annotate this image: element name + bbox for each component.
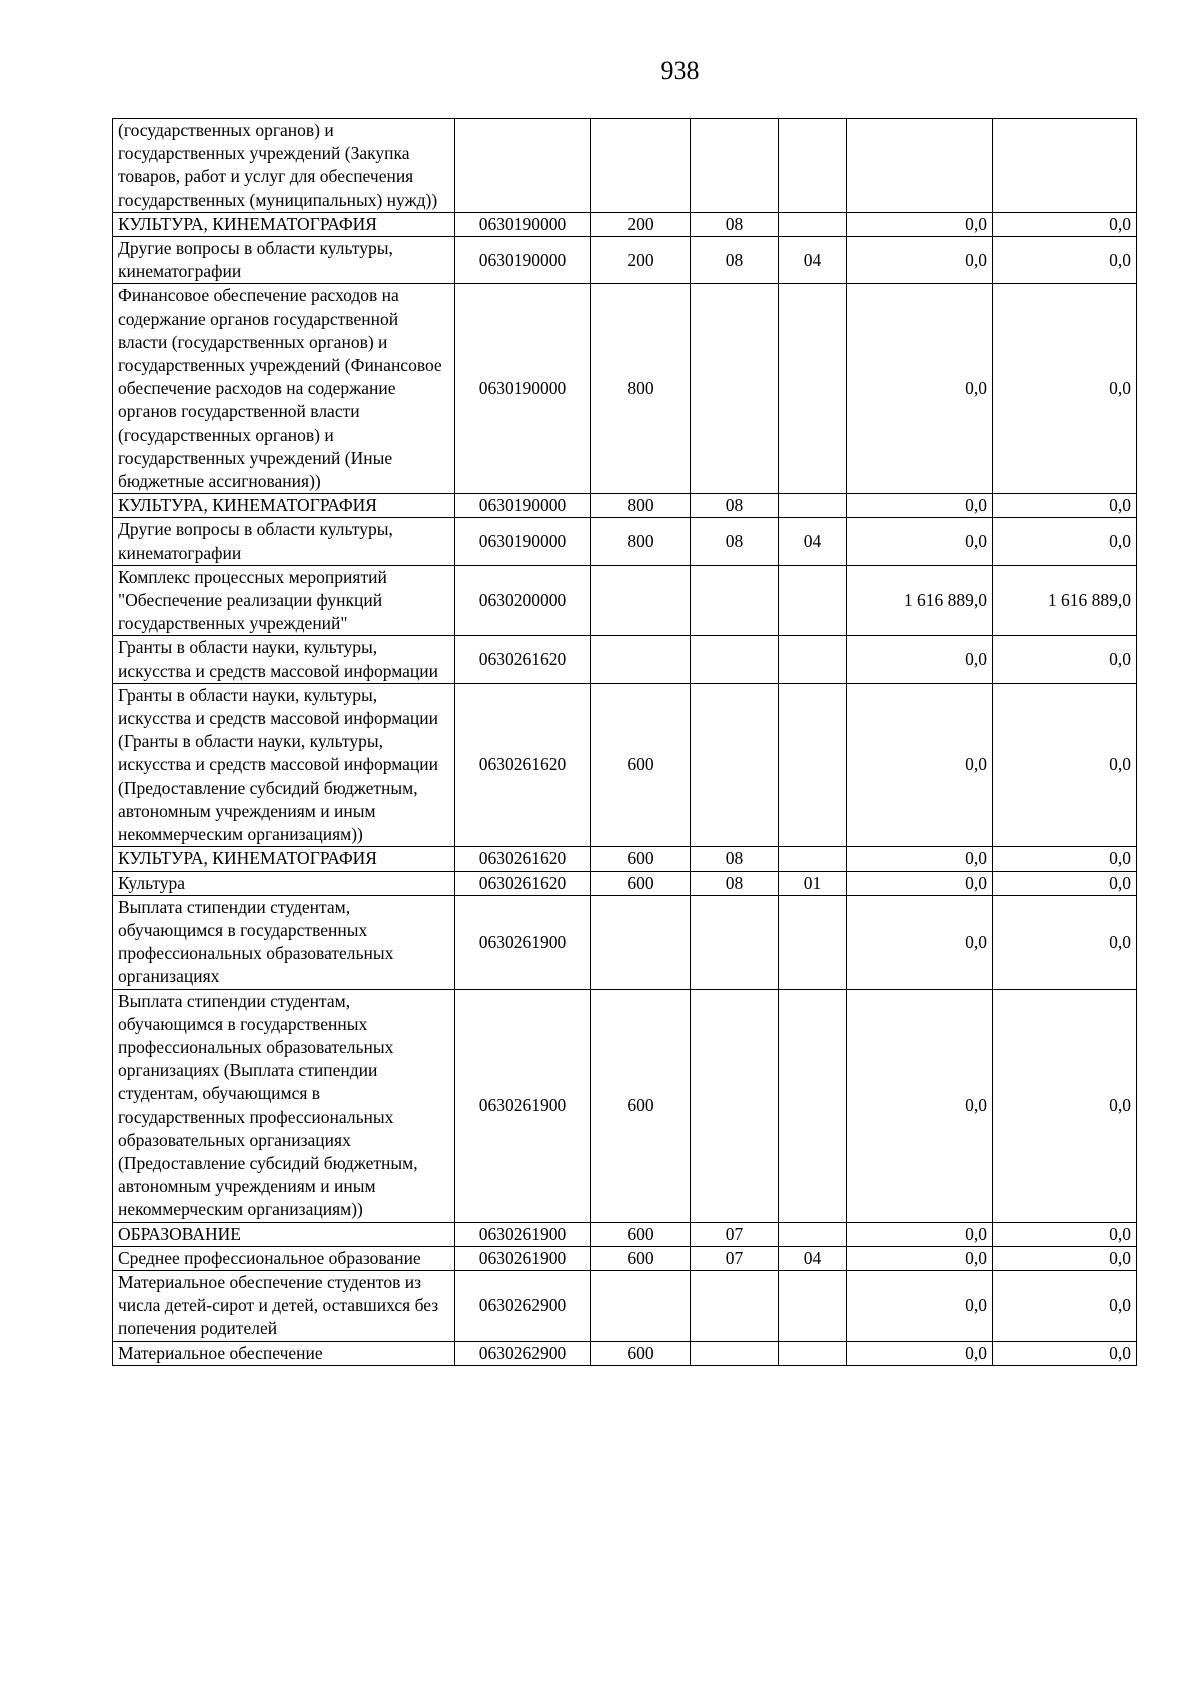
target-code: 0630190000 [455, 284, 591, 494]
table-row [113, 1341, 1137, 1365]
target-code: 0630261620 [455, 636, 591, 683]
subsection-code [779, 683, 847, 846]
row-name: Гранты в области науки, культуры, искусства и средств массовой информации (Гранты в области науки, культуры, искусства и средств массовой информации (Предоставление субсидий бюджетным, автономным учреждениям и иным некоммерческим организациям)) [113, 683, 455, 846]
amount-year-2: 0,0 [993, 636, 1137, 683]
amount-year-2: 0,0 [993, 1341, 1137, 1365]
section-code: 08 [691, 871, 779, 895]
expense-type: 600 [591, 989, 691, 1222]
amount-year-2: 0,0 [993, 683, 1137, 846]
target-code: 0630261900 [455, 1246, 591, 1270]
amount-year-1: 0,0 [847, 636, 993, 683]
amount-year-2: 1 616 889,0 [993, 565, 1137, 636]
amount-year-1: 0,0 [847, 871, 993, 895]
amount-year-1: 0,0 [847, 237, 993, 284]
target-code: 0630261900 [455, 989, 591, 1222]
row-name: Финансовое обеспечение расходов на содержание органов государственной власти (государственных органов) и государственных учреждений (Финансовое обеспечение расходов на содержание органов государственной власти (государственных органов) и государственных учреждений (Иные бюджетные ассигнования)) [113, 284, 455, 494]
subsection-code [779, 284, 847, 494]
table-row [113, 284, 1137, 494]
amount-year-1: 0,0 [847, 895, 993, 989]
table-row [113, 494, 1137, 518]
expense-type [591, 565, 691, 636]
subsection-code [779, 1222, 847, 1246]
expense-type: 600 [591, 1246, 691, 1270]
table-row [113, 683, 1137, 846]
amount-year-1: 0,0 [847, 683, 993, 846]
expense-type: 600 [591, 847, 691, 871]
amount-year-1: 0,0 [847, 847, 993, 871]
table-row [113, 119, 1137, 213]
target-code: 0630261620 [455, 871, 591, 895]
budget-table [112, 118, 1137, 1366]
subsection-code [779, 1270, 847, 1341]
amount-year-2: 0,0 [993, 518, 1137, 565]
subsection-code: 01 [779, 871, 847, 895]
section-code [691, 895, 779, 989]
subsection-code [779, 119, 847, 213]
table-row [113, 989, 1137, 1222]
table-row [113, 847, 1137, 871]
expense-type: 200 [591, 212, 691, 236]
row-name: ОБРАЗОВАНИЕ [113, 1222, 455, 1246]
target-code: 0630261620 [455, 847, 591, 871]
amount-year-2: 0,0 [993, 1222, 1137, 1246]
table-row [113, 1270, 1137, 1341]
subsection-code: 04 [779, 237, 847, 284]
expense-type: 800 [591, 518, 691, 565]
section-code [691, 1270, 779, 1341]
target-code: 0630200000 [455, 565, 591, 636]
section-code: 08 [691, 518, 779, 565]
table-row [113, 212, 1137, 236]
amount-year-1: 0,0 [847, 1246, 993, 1270]
section-code: 08 [691, 494, 779, 518]
section-code: 07 [691, 1246, 779, 1270]
subsection-code [779, 494, 847, 518]
table-row [113, 895, 1137, 989]
amount-year-1: 0,0 [847, 518, 993, 565]
expense-type [591, 895, 691, 989]
section-code [691, 1341, 779, 1365]
amount-year-2: 0,0 [993, 1246, 1137, 1270]
amount-year-2 [993, 119, 1137, 213]
expense-type: 600 [591, 1341, 691, 1365]
subsection-code [779, 989, 847, 1222]
section-code [691, 119, 779, 213]
target-code: 0630190000 [455, 237, 591, 284]
amount-year-2: 0,0 [993, 871, 1137, 895]
expense-type [591, 119, 691, 213]
subsection-code [779, 636, 847, 683]
table-row [113, 565, 1137, 636]
target-code: 0630262900 [455, 1341, 591, 1365]
table-row [113, 518, 1137, 565]
section-code: 08 [691, 847, 779, 871]
amount-year-2: 0,0 [993, 847, 1137, 871]
row-name: Другие вопросы в области культуры, кинематографии [113, 518, 455, 565]
section-code [691, 989, 779, 1222]
amount-year-1: 0,0 [847, 1270, 993, 1341]
expense-type: 600 [591, 1222, 691, 1246]
row-name: Другие вопросы в области культуры, кинематографии [113, 237, 455, 284]
row-name: (государственных органов) и государственных учреждений (Закупка товаров, работ и услуг для обеспечения государственных (муниципальных) нужд)) [113, 119, 455, 213]
section-code [691, 565, 779, 636]
amount-year-2: 0,0 [993, 989, 1137, 1222]
expense-type [591, 636, 691, 683]
expense-type: 600 [591, 871, 691, 895]
table-row [113, 1222, 1137, 1246]
section-code: 08 [691, 237, 779, 284]
expense-type [591, 1270, 691, 1341]
subsection-code: 04 [779, 1246, 847, 1270]
subsection-code: 04 [779, 518, 847, 565]
target-code: 0630261900 [455, 1222, 591, 1246]
expense-type: 800 [591, 494, 691, 518]
expense-type: 600 [591, 683, 691, 846]
amount-year-1: 0,0 [847, 989, 993, 1222]
row-name: КУЛЬТУРА, КИНЕМАТОГРАФИЯ [113, 494, 455, 518]
amount-year-2: 0,0 [993, 895, 1137, 989]
expense-type: 200 [591, 237, 691, 284]
amount-year-2: 0,0 [993, 237, 1137, 284]
amount-year-1: 0,0 [847, 1341, 993, 1365]
subsection-code [779, 847, 847, 871]
page-number: 938 [660, 56, 700, 85]
target-code: 0630261620 [455, 683, 591, 846]
table-row [113, 1246, 1137, 1270]
table-row [113, 636, 1137, 683]
subsection-code [779, 212, 847, 236]
row-name: КУЛЬТУРА, КИНЕМАТОГРАФИЯ [113, 212, 455, 236]
amount-year-2: 0,0 [993, 494, 1137, 518]
amount-year-1: 0,0 [847, 284, 993, 494]
section-code: 08 [691, 212, 779, 236]
amount-year-1: 0,0 [847, 212, 993, 236]
subsection-code [779, 1341, 847, 1365]
section-code [691, 683, 779, 846]
target-code [455, 119, 591, 213]
target-code: 0630262900 [455, 1270, 591, 1341]
row-name: Гранты в области науки, культуры, искусства и средств массовой информации [113, 636, 455, 683]
row-name: Материальное обеспечение студентов из числа детей-сирот и детей, оставшихся без попечения родителей [113, 1270, 455, 1341]
target-code: 0630190000 [455, 494, 591, 518]
table-row [113, 237, 1137, 284]
amount-year-1: 0,0 [847, 494, 993, 518]
amount-year-1 [847, 119, 993, 213]
section-code [691, 636, 779, 683]
row-name: Выплата стипендии студентам, обучающимся в государственных профессиональных образовательных организациях (Выплата стипендии студентам, обучающимся в государственных профессиональных образовательных организациях (Предоставление субсидий бюджетным, автономным учреждениям и иным некоммерческим организациям)) [113, 989, 455, 1222]
expense-type: 800 [591, 284, 691, 494]
row-name: Культура [113, 871, 455, 895]
amount-year-2: 0,0 [993, 284, 1137, 494]
row-name: КУЛЬТУРА, КИНЕМАТОГРАФИЯ [113, 847, 455, 871]
subsection-code [779, 895, 847, 989]
amount-year-1: 0,0 [847, 1222, 993, 1246]
amount-year-1: 1 616 889,0 [847, 565, 993, 636]
target-code: 0630261900 [455, 895, 591, 989]
section-code [691, 284, 779, 494]
row-name: Среднее профессиональное образование [113, 1246, 455, 1270]
target-code: 0630190000 [455, 212, 591, 236]
row-name: Выплата стипендии студентам, обучающимся в государственных профессиональных образовательных организациях [113, 895, 455, 989]
row-name: Комплекс процессных мероприятий "Обеспечение реализации функций государственных учреждений" [113, 565, 455, 636]
row-name: Материальное обеспечение [113, 1341, 455, 1365]
amount-year-2: 0,0 [993, 212, 1137, 236]
amount-year-2: 0,0 [993, 1270, 1137, 1341]
subsection-code [779, 565, 847, 636]
target-code: 0630190000 [455, 518, 591, 565]
table-row [113, 871, 1137, 895]
section-code: 07 [691, 1222, 779, 1246]
